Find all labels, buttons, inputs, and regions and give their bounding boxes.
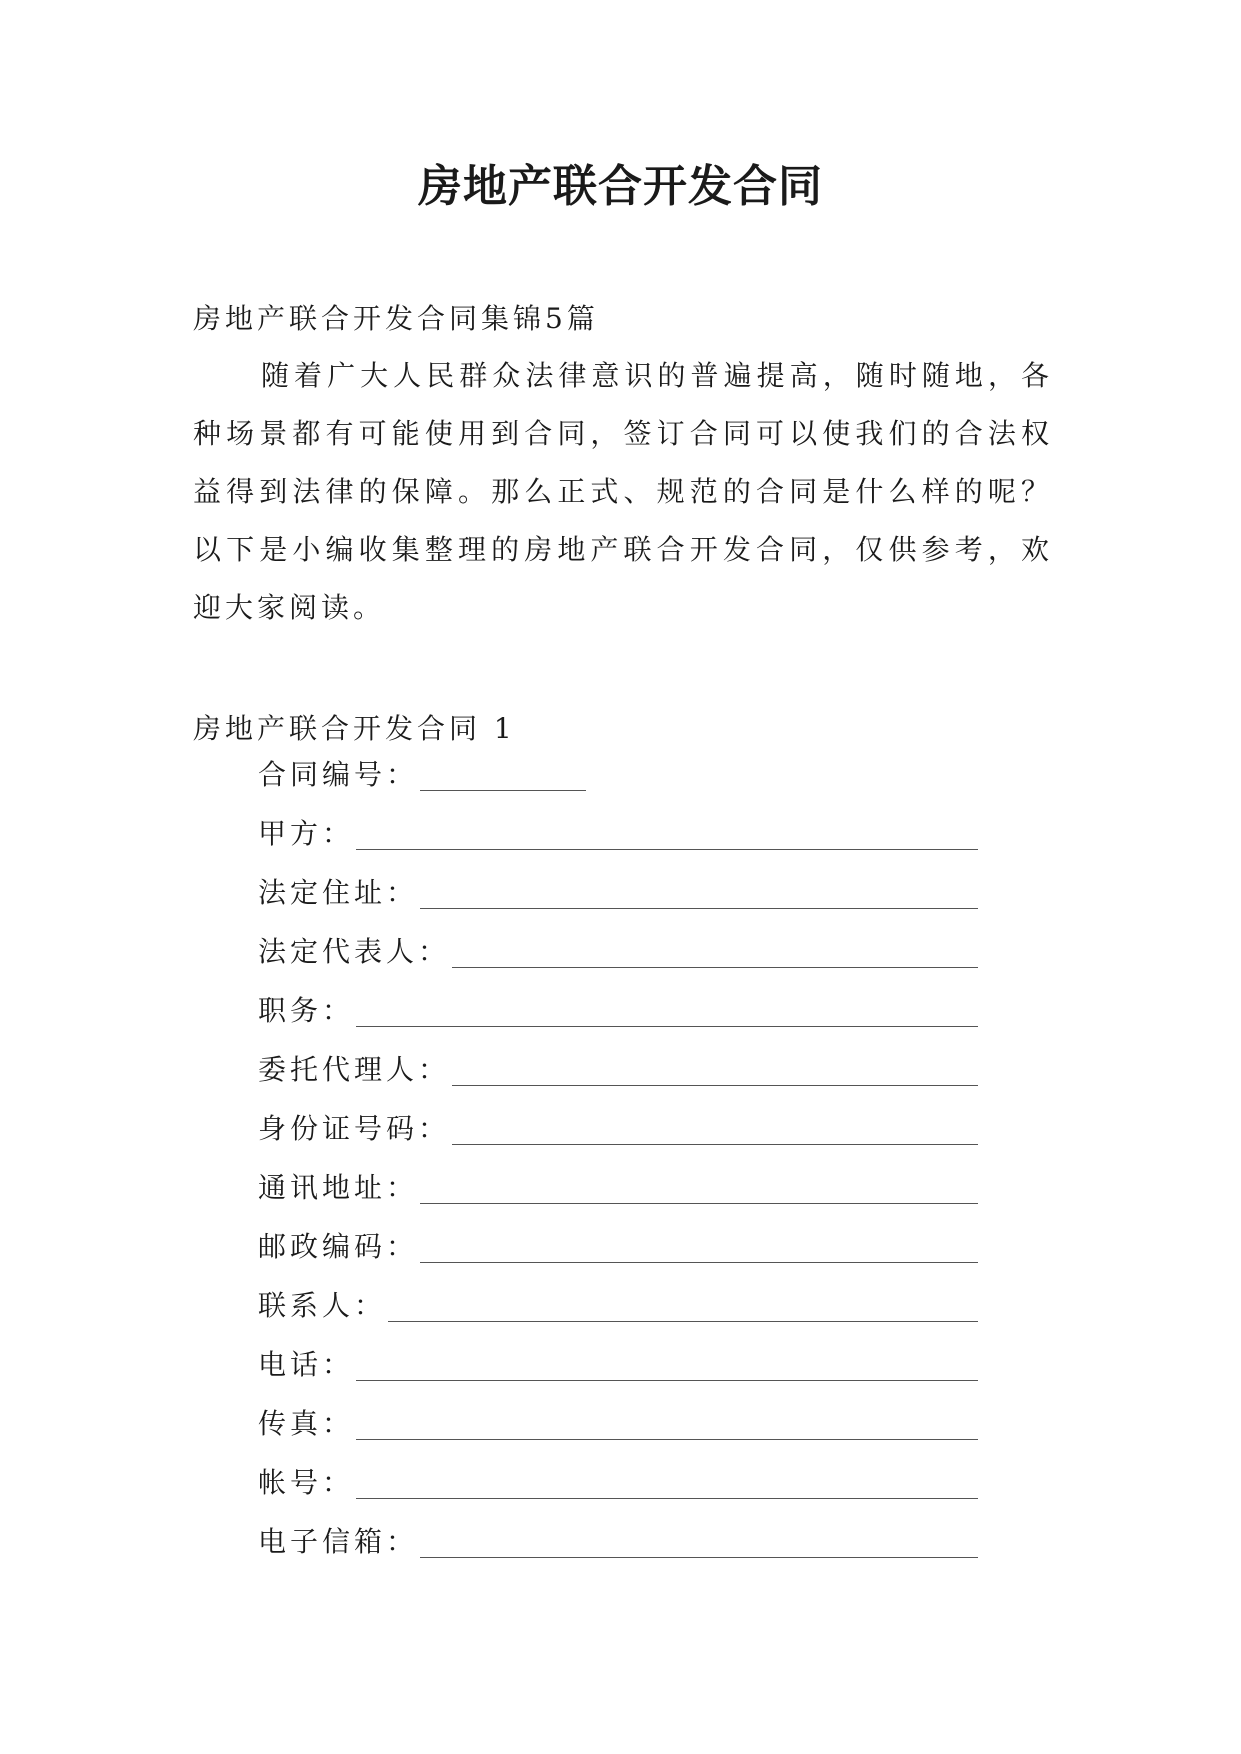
- form-field-id-number: [258, 1111, 978, 1170]
- form-field-legal-address: [258, 875, 978, 934]
- field-blank-line[interactable]: [356, 1347, 978, 1381]
- field-blank-line[interactable]: [420, 757, 586, 791]
- field-blank-line[interactable]: [420, 875, 978, 909]
- field-blank-line[interactable]: [420, 1170, 978, 1204]
- field-label: 电话：: [258, 1348, 355, 1381]
- field-label: 法定代表人：: [258, 935, 451, 968]
- form-field-legal-representative: [258, 934, 978, 993]
- field-label: 身份证号码：: [258, 1112, 451, 1145]
- intro-paragraph: 随着广大人民群众法律意识的普遍提高，随时随地，各种场景都有可能使用到合同，签订合同可以使我们的合法权益得到法律的保障。那么正式、规范的合同是什么样的呢？以下是小编收集整理的房地产联合开发合同，仅供参考，欢迎大家阅读。: [193, 359, 1053, 624]
- field-label: 职务：: [258, 994, 355, 1027]
- document-title: 房地产联合开发合同: [418, 161, 823, 212]
- field-blank-line[interactable]: [356, 816, 978, 850]
- field-label: 合同编号：: [258, 758, 419, 791]
- field-label: 联系人：: [258, 1289, 387, 1322]
- field-label: 传真：: [258, 1407, 355, 1440]
- form-field-email: [258, 1524, 978, 1583]
- field-blank-line[interactable]: [420, 1524, 978, 1558]
- form-field-authorized-agent: [258, 1052, 978, 1111]
- field-label: 委托代理人：: [258, 1053, 451, 1086]
- form-field-contact-person: [258, 1288, 978, 1347]
- form-field-phone: [258, 1347, 978, 1406]
- field-label: 邮政编码：: [258, 1230, 419, 1263]
- field-blank-line[interactable]: [356, 1465, 978, 1499]
- field-label: 甲方：: [258, 817, 355, 850]
- field-blank-line[interactable]: [452, 934, 978, 968]
- contract-party-form: [258, 757, 978, 1583]
- field-blank-line[interactable]: [420, 1229, 978, 1263]
- form-field-position: [258, 993, 978, 1052]
- collection-heading: 房地产联合开发合同集锦5篇: [193, 302, 599, 335]
- field-label: 通讯地址：: [258, 1171, 419, 1204]
- form-field-party-a: [258, 816, 978, 875]
- field-blank-line[interactable]: [452, 1111, 978, 1145]
- field-blank-line[interactable]: [356, 1406, 978, 1440]
- field-blank-line[interactable]: [388, 1288, 978, 1322]
- field-blank-line[interactable]: [452, 1052, 978, 1086]
- form-field-fax: [258, 1406, 978, 1465]
- form-field-mailing-address: [258, 1170, 978, 1229]
- form-field-contract-number: [258, 757, 978, 816]
- form-field-postal-code: [258, 1229, 978, 1288]
- field-label: 法定住址：: [258, 876, 419, 909]
- field-label: 帐号：: [258, 1466, 355, 1499]
- section-heading: 房地产联合开发合同 1: [193, 712, 516, 745]
- field-label: 电子信箱：: [258, 1525, 419, 1558]
- form-field-account-number: [258, 1465, 978, 1524]
- field-blank-line[interactable]: [356, 993, 978, 1027]
